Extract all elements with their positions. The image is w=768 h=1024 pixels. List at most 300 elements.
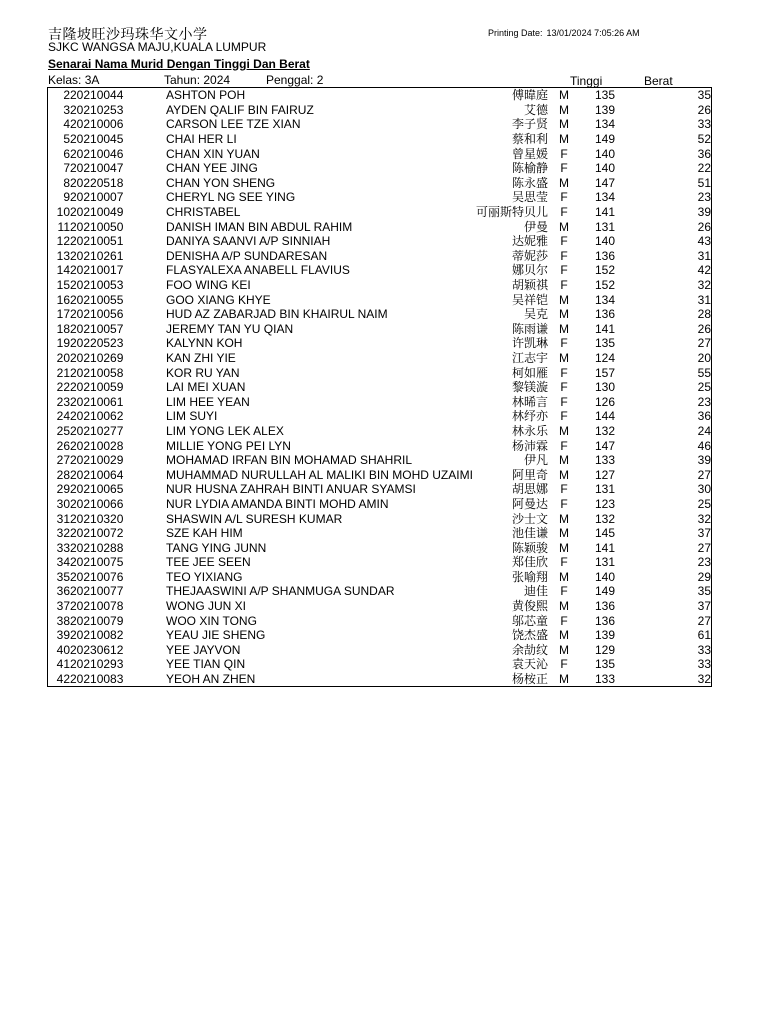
student-id: 20210047 [70,161,124,176]
student-weight: 46 [697,438,711,453]
student-id: 20220518 [70,175,124,190]
student-weight: 26 [697,102,711,117]
student-height: 136 [594,307,616,322]
student-number: 35 [56,569,70,584]
table-row [48,380,712,395]
student-name: NUR HUSNA ZAHRAH BINTI ANUAR SYAMSI [166,482,416,497]
student-gender: F [560,482,568,497]
table-row [48,365,712,380]
table-row [48,103,712,118]
student-number: 24 [56,409,70,424]
student-number: 27 [56,453,70,468]
student-chinese-name: 郑佳欣 [511,555,548,570]
student-height: 133 [594,672,616,687]
table-row [48,117,712,132]
student-name: TEO YIXIANG [166,569,243,584]
student-gender: M [559,307,569,322]
table-row [48,570,712,585]
student-name: HUD AZ ZABARJAD BIN KHAIRUL NAIM [166,307,388,322]
table-row [48,555,712,570]
student-weight: 23 [697,190,711,205]
student-id: 20210057 [70,321,124,336]
student-chinese-name: 邬芯童 [511,613,548,628]
student-gender: M [559,132,569,147]
student-chinese-name: 胡颖祺 [511,278,548,293]
student-chinese-name: 余劼纹 [511,642,548,657]
student-weight: 22 [697,161,711,176]
student-gender: F [560,205,568,220]
student-number: 14 [56,263,70,278]
student-weight: 39 [697,453,711,468]
student-name: KALYNN KOH [166,336,243,351]
table-row [48,526,712,541]
student-id: 20210017 [70,263,124,278]
student-weight: 33 [697,657,711,672]
student-id: 20210261 [70,248,124,263]
student-weight: 51 [697,175,711,190]
student-weight: 43 [697,234,711,249]
kelas-label: Kelas: [48,73,82,87]
table-row [48,161,712,176]
student-number: 18 [56,321,70,336]
student-weight: 20 [697,350,711,365]
student-height: 139 [594,628,616,643]
student-gender: M [559,321,569,336]
student-number: 21 [56,365,70,380]
table-row [48,424,712,439]
student-height: 134 [594,117,616,132]
kelas-info [48,73,99,87]
student-gender: M [559,117,569,132]
student-id: 20210076 [70,569,124,584]
student-id: 20210064 [70,467,124,482]
student-number: 26 [56,438,70,453]
student-number: 5 [63,132,70,147]
student-gender: F [560,161,568,176]
student-id: 20210049 [70,205,124,220]
student-id: 20210075 [70,555,124,570]
student-name: YEAU JIE SHENG [166,628,266,643]
student-height: 135 [594,336,616,351]
student-chinese-name: 许凯琳 [511,336,548,351]
student-weight: 36 [697,409,711,424]
student-number: 12 [56,234,70,249]
student-number: 33 [56,540,70,555]
student-number: 13 [56,248,70,263]
student-gender: M [559,292,569,307]
student-chinese-name: 吴克 [523,307,548,322]
student-gender: F [560,380,568,395]
student-height: 140 [594,569,616,584]
student-gender: M [559,526,569,541]
student-gender: M [559,219,569,234]
student-gender: F [560,248,568,263]
student-number: 39 [56,628,70,643]
student-gender: F [560,409,568,424]
table-row [48,453,712,468]
student-chinese-name: 伊曼 [523,219,548,234]
student-id: 20210078 [70,599,124,614]
student-table [47,87,712,687]
student-height: 134 [594,190,616,205]
student-name: THEJAASWINI A/P SHANMUGA SUNDAR [166,584,395,599]
student-number: 25 [56,423,70,438]
student-weight: 42 [697,263,711,278]
student-chinese-name: 袁天沁 [511,657,548,672]
penggal-info [266,73,323,87]
student-name: KOR RU YAN [166,365,240,380]
student-gender: F [560,263,568,278]
table-row [48,467,712,482]
student-id: 20230612 [70,642,124,657]
table-row [48,322,712,337]
student-weight: 31 [697,248,711,263]
kelas-value: 3A [84,73,100,87]
student-chinese-name: 伊凡 [523,453,548,468]
student-weight: 39 [697,205,711,220]
student-id: 20210065 [70,482,124,497]
student-number: 32 [56,526,70,541]
student-id: 20210051 [70,234,124,249]
student-id: 20210072 [70,526,124,541]
table-row [48,599,712,614]
table-row [48,205,712,220]
student-weight: 37 [697,526,711,541]
table-row [48,482,712,497]
student-height: 144 [594,409,616,424]
table-row [48,219,712,234]
student-number: 17 [56,307,70,322]
student-chinese-name: 杨桉正 [511,672,548,687]
student-weight: 27 [697,613,711,628]
student-id: 20210044 [70,88,124,103]
student-name: CHAN YON SHENG [166,175,276,190]
student-weight: 33 [697,642,711,657]
student-id: 20210066 [70,496,124,511]
table-row [48,643,712,658]
student-name: AYDEN QALIF BIN FAIRUZ [166,102,314,117]
student-number: 36 [56,584,70,599]
tahun-info [164,73,230,87]
column-header-tinggi: Tinggi [570,74,603,88]
student-weight: 52 [697,132,711,147]
student-height: 140 [594,161,616,176]
student-number: 31 [56,511,70,526]
student-name: FLASYALEXA ANABELL FLAVIUS [166,263,350,278]
table-row [48,613,712,628]
student-height: 132 [594,423,616,438]
student-gender: F [560,394,568,409]
student-height: 123 [594,496,616,511]
table-row [48,307,712,322]
table-row [48,394,712,409]
student-name: SHASWIN A/L SURESH KUMAR [166,511,343,526]
student-chinese-name: 李子贤 [511,117,548,132]
student-gender: M [559,672,569,687]
student-height: 131 [594,482,616,497]
student-number: 20 [56,350,70,365]
student-gender: M [559,628,569,643]
student-gender: M [559,569,569,584]
student-chinese-name: 江志宇 [511,350,548,365]
student-number: 16 [56,292,70,307]
student-number: 34 [56,555,70,570]
table-row [48,249,712,264]
student-height: 140 [594,234,616,249]
student-weight: 28 [697,307,711,322]
school-name-chinese: 吉隆坡旺沙玛珠华文小学 [48,27,208,43]
student-name: CHAN YEE JING [166,161,258,176]
student-number: 4 [63,117,70,132]
student-weight: 25 [697,496,711,511]
table-row [48,336,712,351]
student-name: CHRISTABEL [166,205,241,220]
student-number: 23 [56,394,70,409]
student-chinese-name: 陈永盛 [511,175,548,190]
student-chinese-name: 池佳谦 [511,526,548,541]
student-chinese-name: 阿曼达 [511,496,548,511]
student-number: 22 [56,380,70,395]
student-gender: M [559,175,569,190]
table-row [48,146,712,161]
student-weight: 27 [697,336,711,351]
student-name: YEOH AN ZHEN [166,672,256,687]
table-row [48,234,712,249]
table-row [48,511,712,526]
student-name: CHERYL NG SEE YING [166,190,296,205]
student-chinese-name: 迪佳 [523,584,548,599]
student-gender: M [559,511,569,526]
student-name: CARSON LEE TZE XIAN [166,117,301,132]
student-chinese-name: 曾星媛 [511,146,548,161]
penggal-value: 2 [316,73,324,87]
student-height: 149 [594,132,616,147]
student-id: 20210293 [70,657,124,672]
student-id: 20210062 [70,409,124,424]
student-name: JEREMY TAN YU QIAN [166,321,294,336]
student-height: 141 [594,321,616,336]
student-height: 140 [594,146,616,161]
student-height: 124 [594,350,616,365]
student-name: LIM HEE YEAN [166,394,250,409]
student-number: 9 [63,190,70,205]
student-id: 20210006 [70,117,124,132]
student-number: 42 [56,672,70,687]
student-weight: 27 [697,467,711,482]
student-height: 131 [594,219,616,234]
student-id: 20210077 [70,584,124,599]
student-weight: 27 [697,540,711,555]
student-chinese-name: 可丽斯特贝儿 [475,205,548,220]
student-gender: M [559,423,569,438]
student-id: 20210083 [70,672,124,687]
student-name: DANIYA SAANVI A/P SINNIAH [166,234,331,249]
student-gender: M [559,102,569,117]
student-weight: 37 [697,599,711,614]
student-name: DANISH IMAN BIN ABDUL RAHIM [166,219,353,234]
student-chinese-name: 艾德 [523,102,548,117]
student-height: 136 [594,248,616,263]
student-weight: 32 [697,672,711,687]
student-gender: M [559,599,569,614]
student-id: 20220523 [70,336,124,351]
student-chinese-name: 沙士文 [511,511,548,526]
student-name: TEE JEE SEEN [166,555,251,570]
student-height: 133 [594,453,616,468]
student-name: ASHTON POH [166,88,246,103]
student-number: 3 [63,102,70,117]
student-weight: 35 [697,584,711,599]
student-id: 20210045 [70,132,124,147]
student-gender: F [560,278,568,293]
table-row [48,176,712,191]
student-id: 20210058 [70,365,124,380]
student-height: 147 [594,438,616,453]
student-chinese-name: 林纾亦 [511,409,548,424]
student-id: 20210277 [70,423,124,438]
student-number: 40 [56,642,70,657]
student-weight: 24 [697,423,711,438]
student-id: 20210055 [70,292,124,307]
student-id: 20210029 [70,453,124,468]
student-id: 20210050 [70,219,124,234]
student-gender: F [560,146,568,161]
student-height: 130 [594,380,616,395]
student-chinese-name: 陈雨谦 [511,321,548,336]
student-height: 149 [594,584,616,599]
table-row [48,190,712,205]
student-weight: 30 [697,482,711,497]
student-gender: F [560,365,568,380]
student-chinese-name: 陈颖骏 [511,540,548,555]
printing-date-label: Printing Date: [488,28,543,38]
student-number: 29 [56,482,70,497]
table-row [48,497,712,512]
student-number: 7 [63,161,70,176]
student-name: YEE JAYVON [166,642,241,657]
document-title: Senarai Nama Murid Dengan Tinggi Dan Berat [48,57,310,71]
student-number: 28 [56,467,70,482]
student-chinese-name: 傅暐庭 [511,88,548,103]
student-number: 15 [56,278,70,293]
student-height: 145 [594,526,616,541]
student-height: 127 [594,467,616,482]
student-gender: F [560,555,568,570]
student-name: NUR LYDIA AMANDA BINTI MOHD AMIN [166,496,389,511]
student-id: 20210079 [70,613,124,628]
student-name: LIM SUYI [166,409,218,424]
table-row [48,263,712,278]
student-name: DENISHA A/P SUNDARESAN [166,248,328,263]
student-name: SZE KAH HIM [166,526,243,541]
student-number: 41 [56,657,70,672]
student-chinese-name: 吴思莹 [511,190,548,205]
student-weight: 36 [697,146,711,161]
student-weight: 29 [697,569,711,584]
student-chinese-name: 达妮雅 [511,234,548,249]
student-height: 157 [594,365,616,380]
student-id: 20210320 [70,511,124,526]
student-height: 141 [594,540,616,555]
student-gender: M [559,88,569,103]
table-row [48,278,712,293]
student-weight: 26 [697,321,711,336]
student-gender: F [560,336,568,351]
student-height: 135 [594,88,616,103]
student-height: 141 [594,205,616,220]
student-chinese-name: 饶杰盛 [511,628,548,643]
student-weight: 32 [697,278,711,293]
student-id: 20210253 [70,102,124,117]
tahun-label: Tahun: [164,73,201,87]
student-name: FOO WING KEI [166,278,251,293]
student-height: 135 [594,657,616,672]
student-weight: 23 [697,555,711,570]
student-number: 19 [56,336,70,351]
student-weight: 61 [697,628,711,643]
student-chinese-name: 杨沛霖 [511,438,548,453]
tahun-value: 2024 [203,73,231,87]
student-chinese-name: 蔡和利 [511,132,548,147]
student-id: 20210028 [70,438,124,453]
student-name: WOO XIN TONG [166,613,257,628]
student-id: 20210007 [70,190,124,205]
student-gender: M [559,467,569,482]
student-number: 11 [57,219,70,234]
student-gender: F [560,657,568,672]
student-gender: M [559,453,569,468]
student-number: 10 [56,205,70,220]
student-height: 152 [594,278,616,293]
student-id: 20210269 [70,350,124,365]
student-name: CHAI HER LI [166,132,237,147]
student-name: MOHAMAD IRFAN BIN MOHAMAD SHAHRIL [166,453,413,468]
student-name: TANG YING JUNN [166,540,267,555]
student-name: MILLIE YONG PEI LYN [166,438,291,453]
student-height: 134 [594,292,616,307]
student-name: CHAN XIN YUAN [166,146,260,161]
student-chinese-name: 林永乐 [511,423,548,438]
student-height: 136 [594,599,616,614]
student-chinese-name: 阿里奇 [511,467,548,482]
student-weight: 26 [697,219,711,234]
student-id: 20210046 [70,146,124,161]
student-gender: F [560,584,568,599]
student-height: 131 [594,555,616,570]
student-weight: 23 [697,394,711,409]
student-number: 37 [56,599,70,614]
student-id: 20210059 [70,380,124,395]
student-id: 20210061 [70,394,124,409]
student-chinese-name: 蒂妮莎 [511,248,548,263]
student-name: YEE TIAN QIN [166,657,246,672]
table-row [48,409,712,424]
printing-date [488,28,644,38]
table-row [48,657,712,672]
school-name-english: SJKC WANGSA MAJU,KUALA LUMPUR [48,40,267,54]
student-gender: M [559,540,569,555]
student-gender: F [560,496,568,511]
student-number: 30 [56,496,70,511]
student-chinese-name: 陈榆静 [511,161,548,176]
student-weight: 55 [697,365,711,380]
table-row [48,584,712,599]
student-height: 129 [594,642,616,657]
student-height: 126 [594,394,616,409]
student-chinese-name: 张喻翔 [511,569,548,584]
student-height: 147 [594,175,616,190]
student-name: GOO XIANG KHYE [166,292,271,307]
